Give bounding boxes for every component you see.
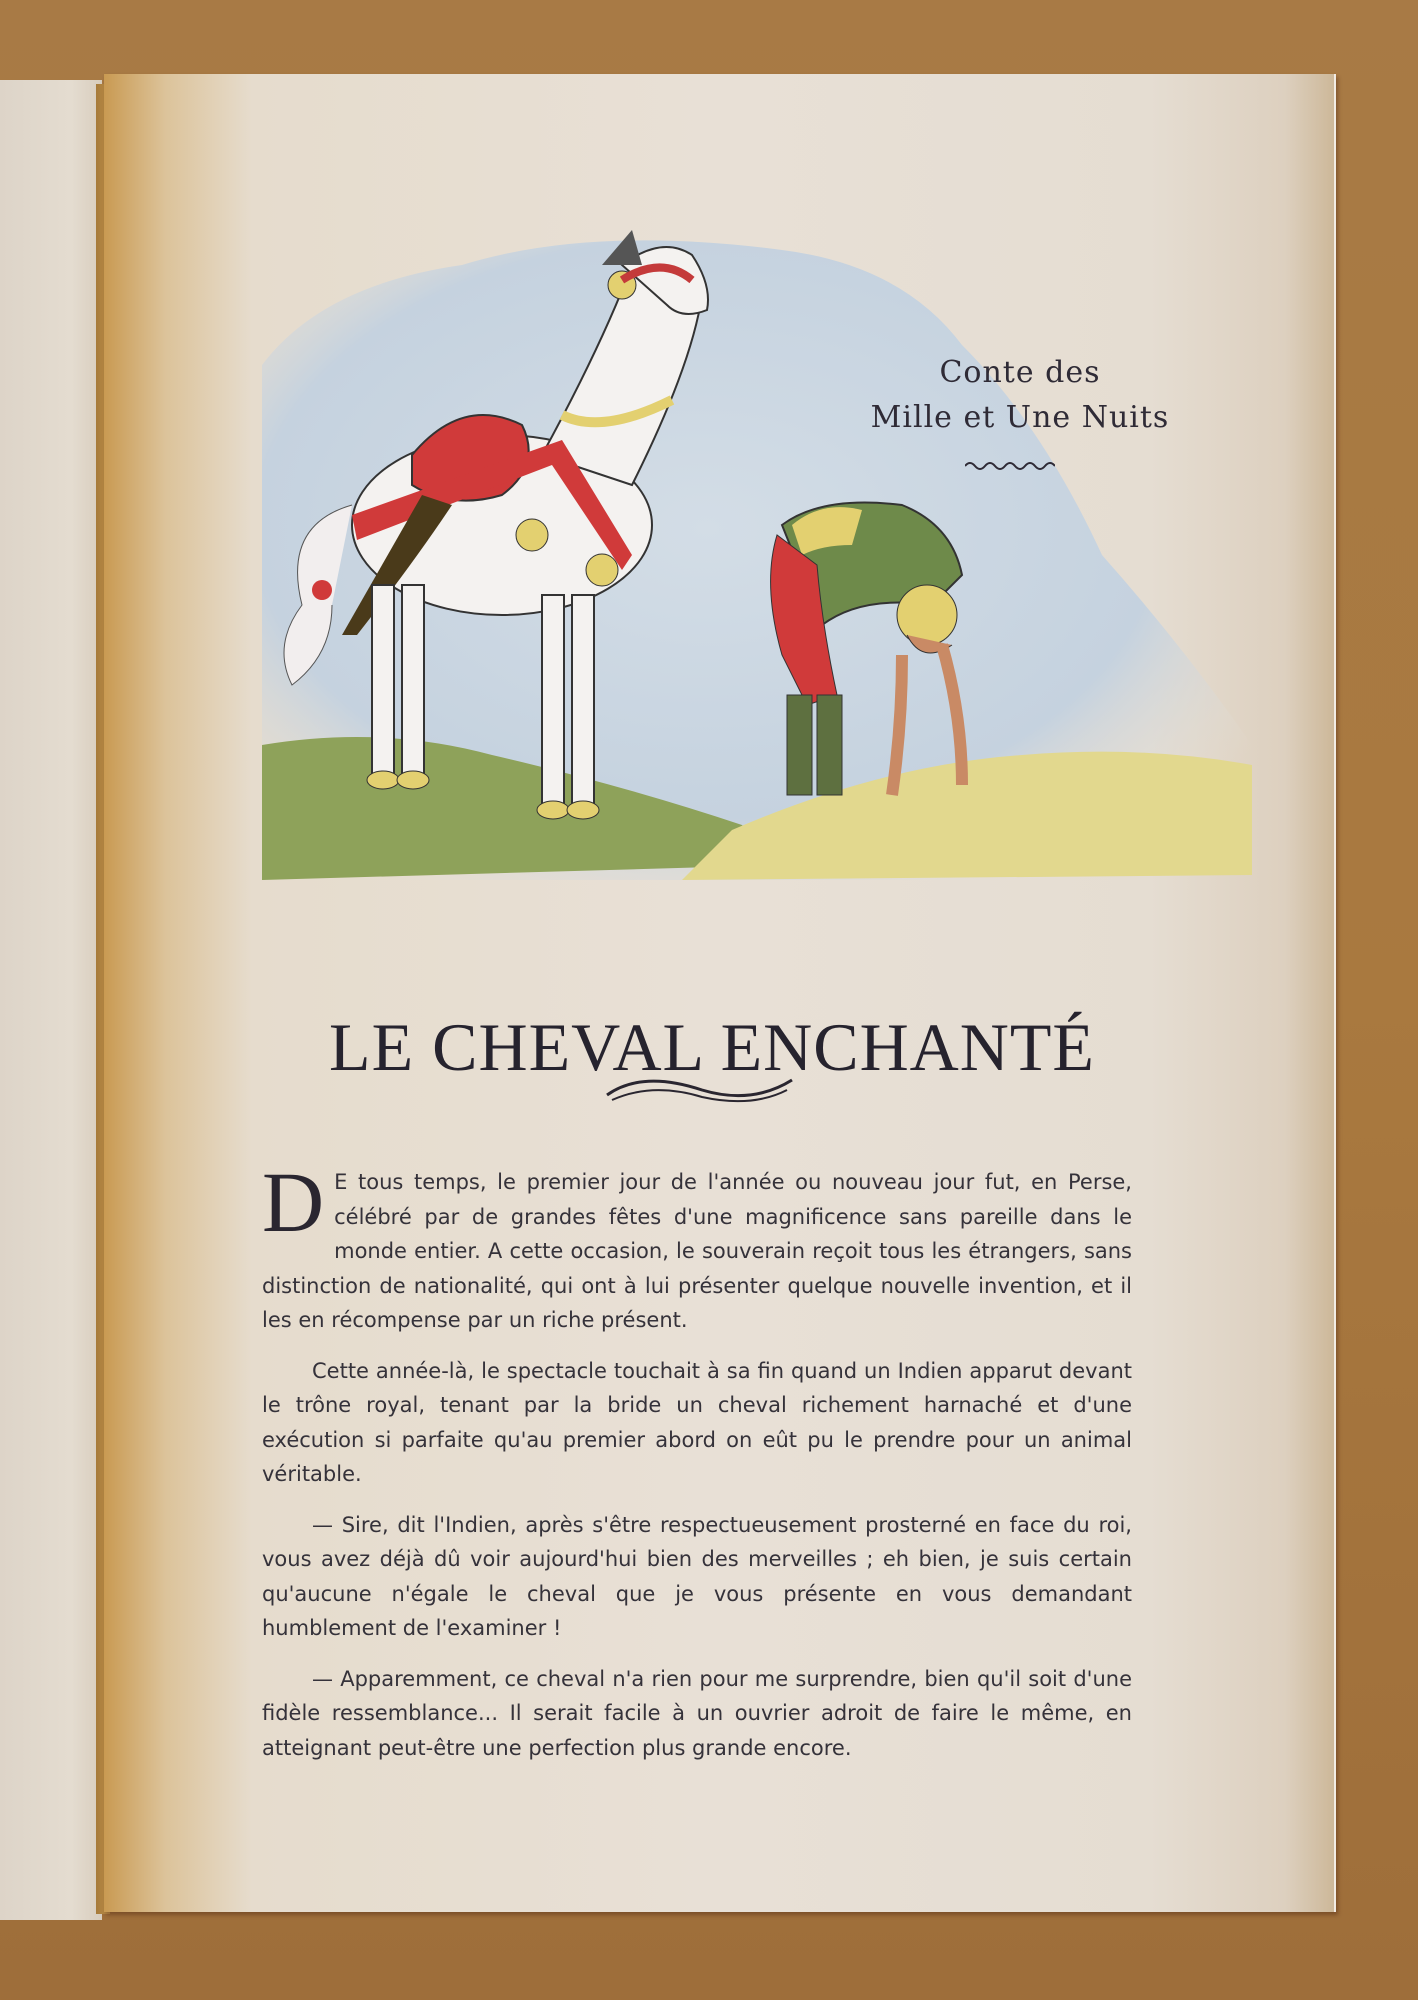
page-title: LE CHEVAL ENCHANTÉ [329,1008,1095,1085]
wave-flourish-icon [602,1070,802,1110]
subtitle [840,350,1200,440]
left-page-edge [0,80,102,1920]
drop-cap: D [262,1154,325,1250]
horse-illustration [262,225,1254,880]
paragraph-3: — Sire, dit l'Indien, après s'être respectueusement prosterné en face du roi, vous avez déjà dû voir aujourd'hui bien des merveilles ; eh bien, je suis certain qu'aucune n'égale le cheval que je vous présente en vous demandant humblement de l'examiner ! [262,1512,1132,1640]
subtitle-line-1: Conte des [939,355,1101,390]
squiggle-ornament-icon [965,458,1055,470]
story-text [262,1154,1132,1781]
paragraph-1: D E tous temps, le premier jour de l'année ou nouveau jour fut, en Perse, célébré par de grandes fêtes d'une magnificence sans pareille dans le monde entier. A cette occasion, le souverain reçoit tous les étrangers, sans distinction de nationalité, qui ont à lui présenter quelque nouvelle invention, et il les en récompense par un riche présent. [262,1154,1132,1332]
subtitle-line-2: Mille et Une Nuits [870,400,1170,435]
paragraph-2: Cette année-là, le spectacle touchait à sa fin quand un Indien apparut devant le trône royal, tenant par la bride un cheval richement harnaché et d'une exécution si parfaite qu'au premier abord on eût pu le prendre pour un animal véritable. [262,1358,1132,1486]
paragraph-4: — Apparemment, ce cheval n'a rien pour me surprendre, bien qu'il soit d'une fidèle ressemblance... Il serait facile à un ouvrier adroit de faire le même, en atteignant peut-être une perfection plus grande encore. [262,1666,1132,1760]
